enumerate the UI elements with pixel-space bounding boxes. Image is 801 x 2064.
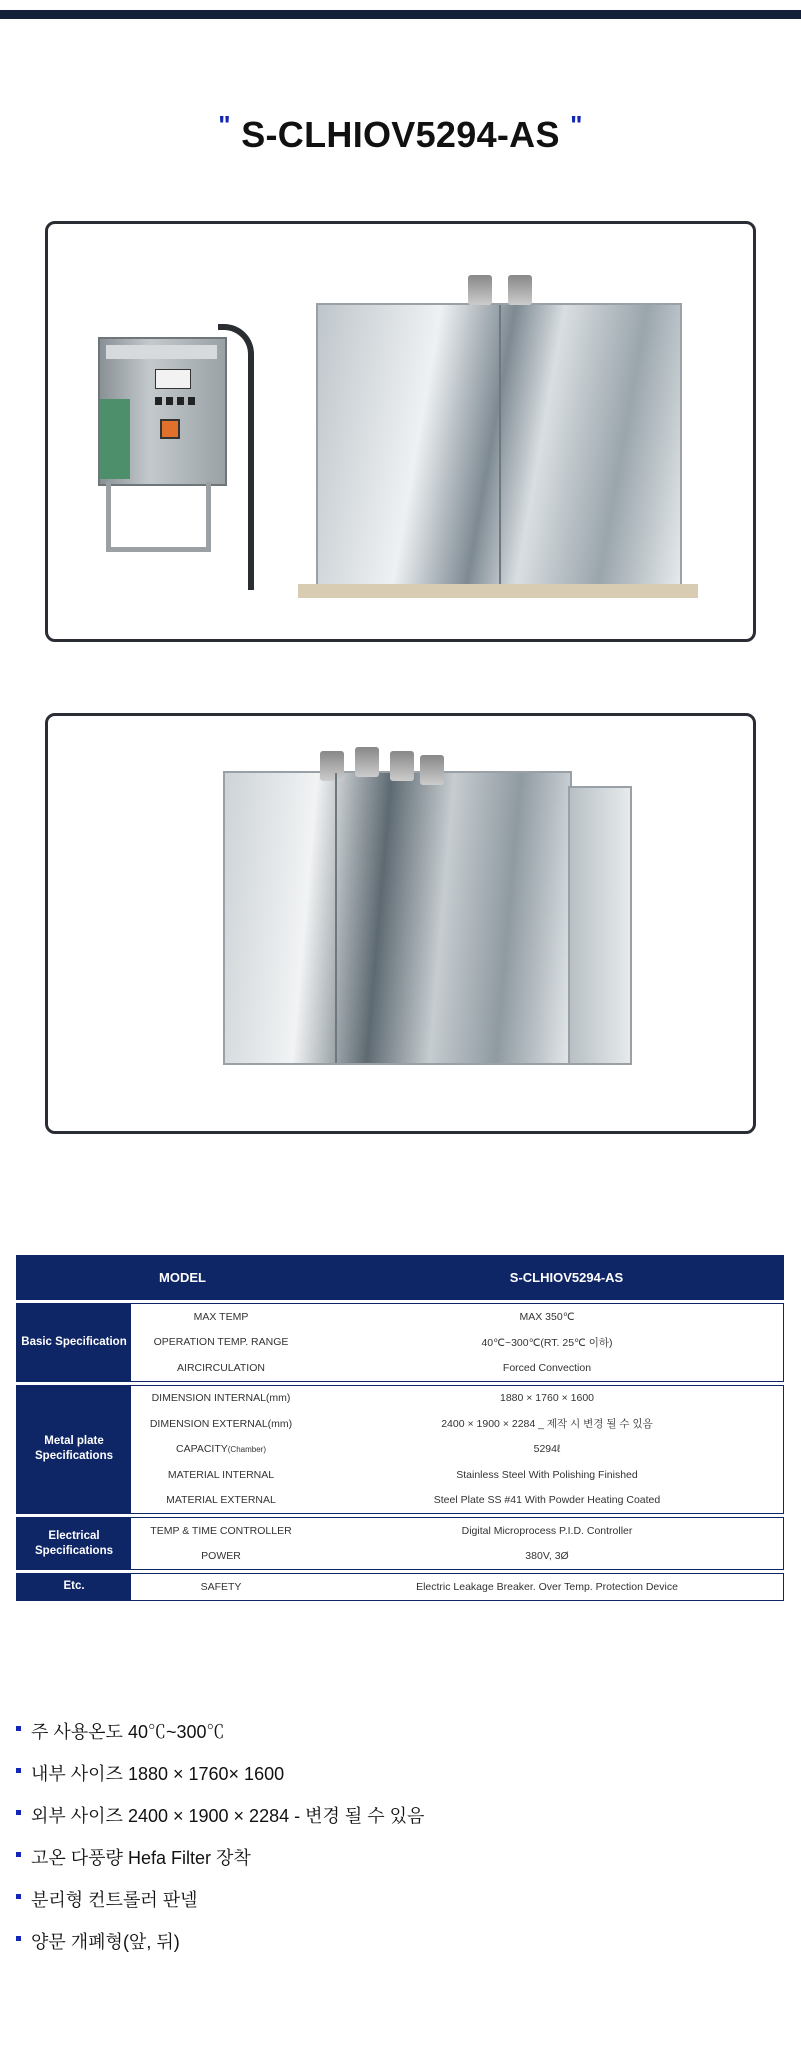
spec-row: [131, 1437, 783, 1463]
spec-value: 380V, 3Ø: [525, 1550, 569, 1563]
spec-row: [131, 1304, 783, 1330]
spec-value: Digital Microprocess P.I.D. Controller: [461, 1524, 633, 1537]
group-metal-plate: [16, 1385, 784, 1515]
oven-side-view-illustration: [223, 771, 572, 1065]
feature-text: 주 사용온도 40℃~300℃: [31, 1722, 225, 1742]
spec-name: POWER: [201, 1550, 241, 1563]
group-label: Metal plate Specifications: [17, 1386, 131, 1514]
spec-name: TEMP & TIME CONTROLLER: [150, 1524, 292, 1537]
product-photo-1: [45, 221, 756, 642]
title-mark-left: ": [218, 110, 231, 140]
controller-panel-illustration: [98, 337, 227, 486]
page-title: [0, 110, 801, 156]
spec-value: MAX 350℃: [519, 1310, 575, 1323]
bullet-icon: [16, 1768, 21, 1773]
spec-value: Steel Plate SS #41 With Powder Heating Coated: [433, 1494, 661, 1507]
feature-item: [16, 1878, 716, 1920]
spec-name-note: (Chamber): [227, 1445, 266, 1455]
title-text: S-CLHIOV5294-AS: [241, 114, 560, 155]
spec-row: [131, 1518, 783, 1544]
group-electrical: [16, 1517, 784, 1570]
spec-table: [16, 1255, 784, 1601]
spec-row: [131, 1355, 783, 1381]
feature-item: [16, 1836, 716, 1878]
spec-name: MAX TEMP: [193, 1310, 249, 1323]
spec-row: [131, 1411, 783, 1437]
feature-list: [16, 1710, 716, 1962]
model-label: MODEL: [159, 1270, 206, 1285]
spec-value: Electric Leakage Breaker. Over Temp. Protection Device: [416, 1580, 678, 1593]
spec-name: OPERATION TEMP. RANGE: [153, 1336, 289, 1349]
spec-row: [131, 1574, 783, 1600]
spec-value: 1880 × 1760 × 1600: [499, 1392, 594, 1405]
bullet-icon: [16, 1852, 21, 1857]
spec-row: [131, 1462, 783, 1488]
oven-front-illustration: [316, 303, 682, 592]
bullet-icon: [16, 1936, 21, 1941]
product-photo-2: [45, 713, 756, 1134]
feature-item: [16, 1794, 716, 1836]
group-basic: [16, 1303, 784, 1382]
spec-value: Stainless Steel With Polishing Finished: [456, 1468, 638, 1481]
spec-value: 40℃~300℃(RT. 25℃ 이하): [481, 1336, 613, 1349]
spec-value: Forced Convection: [502, 1361, 592, 1374]
title-mark-right: ": [570, 110, 583, 140]
spec-name: DIMENSION INTERNAL(mm): [151, 1392, 291, 1405]
feature-text: 고온 다풍량 Hefa Filter 장착: [31, 1848, 251, 1868]
feature-text: 외부 사이즈 2400 × 1900 × 2284 - 변경 될 수 있음: [31, 1806, 425, 1826]
oven-side-panel-illustration: [568, 786, 632, 1065]
spec-row: [131, 1488, 783, 1514]
spec-name: CAPACITY: [176, 1443, 228, 1456]
spec-row: [131, 1386, 783, 1412]
spec-header: [16, 1255, 784, 1300]
spec-row: [131, 1330, 783, 1356]
feature-text: 내부 사이즈 1880 × 1760× 1600: [31, 1764, 285, 1784]
cable-hose-illustration: [218, 324, 254, 590]
spec-row: [131, 1544, 783, 1570]
spec-name: MATERIAL INTERNAL: [167, 1468, 275, 1481]
feature-text: 분리형 컨트롤러 판넬: [31, 1890, 198, 1910]
group-label: Etc.: [17, 1574, 131, 1600]
group-label: Basic Specification: [17, 1304, 131, 1381]
feature-item: [16, 1710, 716, 1752]
spec-name: DIMENSION EXTERNAL(mm): [149, 1417, 293, 1430]
bullet-icon: [16, 1894, 21, 1899]
feature-text: 양문 개폐형(앞, 뒤): [31, 1932, 180, 1952]
feature-item: [16, 1752, 716, 1794]
bullet-icon: [16, 1726, 21, 1731]
bullet-icon: [16, 1810, 21, 1815]
spec-name: MATERIAL EXTERNAL: [166, 1494, 276, 1507]
spec-value: 5294ℓ: [533, 1443, 561, 1456]
spec-value: 2400 × 1900 × 2284 _ 제작 시 변경 될 수 있음: [441, 1418, 653, 1431]
feature-item: [16, 1920, 716, 1962]
controller-stand-illustration: [106, 482, 211, 552]
group-etc: [16, 1573, 784, 1601]
group-label: Electrical Specifications: [17, 1518, 131, 1569]
spec-name: AIRCIRCULATION: [177, 1361, 265, 1374]
model-value: S-CLHIOV5294-AS: [509, 1270, 624, 1285]
top-bar: [0, 10, 801, 19]
spec-name: SAFETY: [200, 1580, 242, 1593]
